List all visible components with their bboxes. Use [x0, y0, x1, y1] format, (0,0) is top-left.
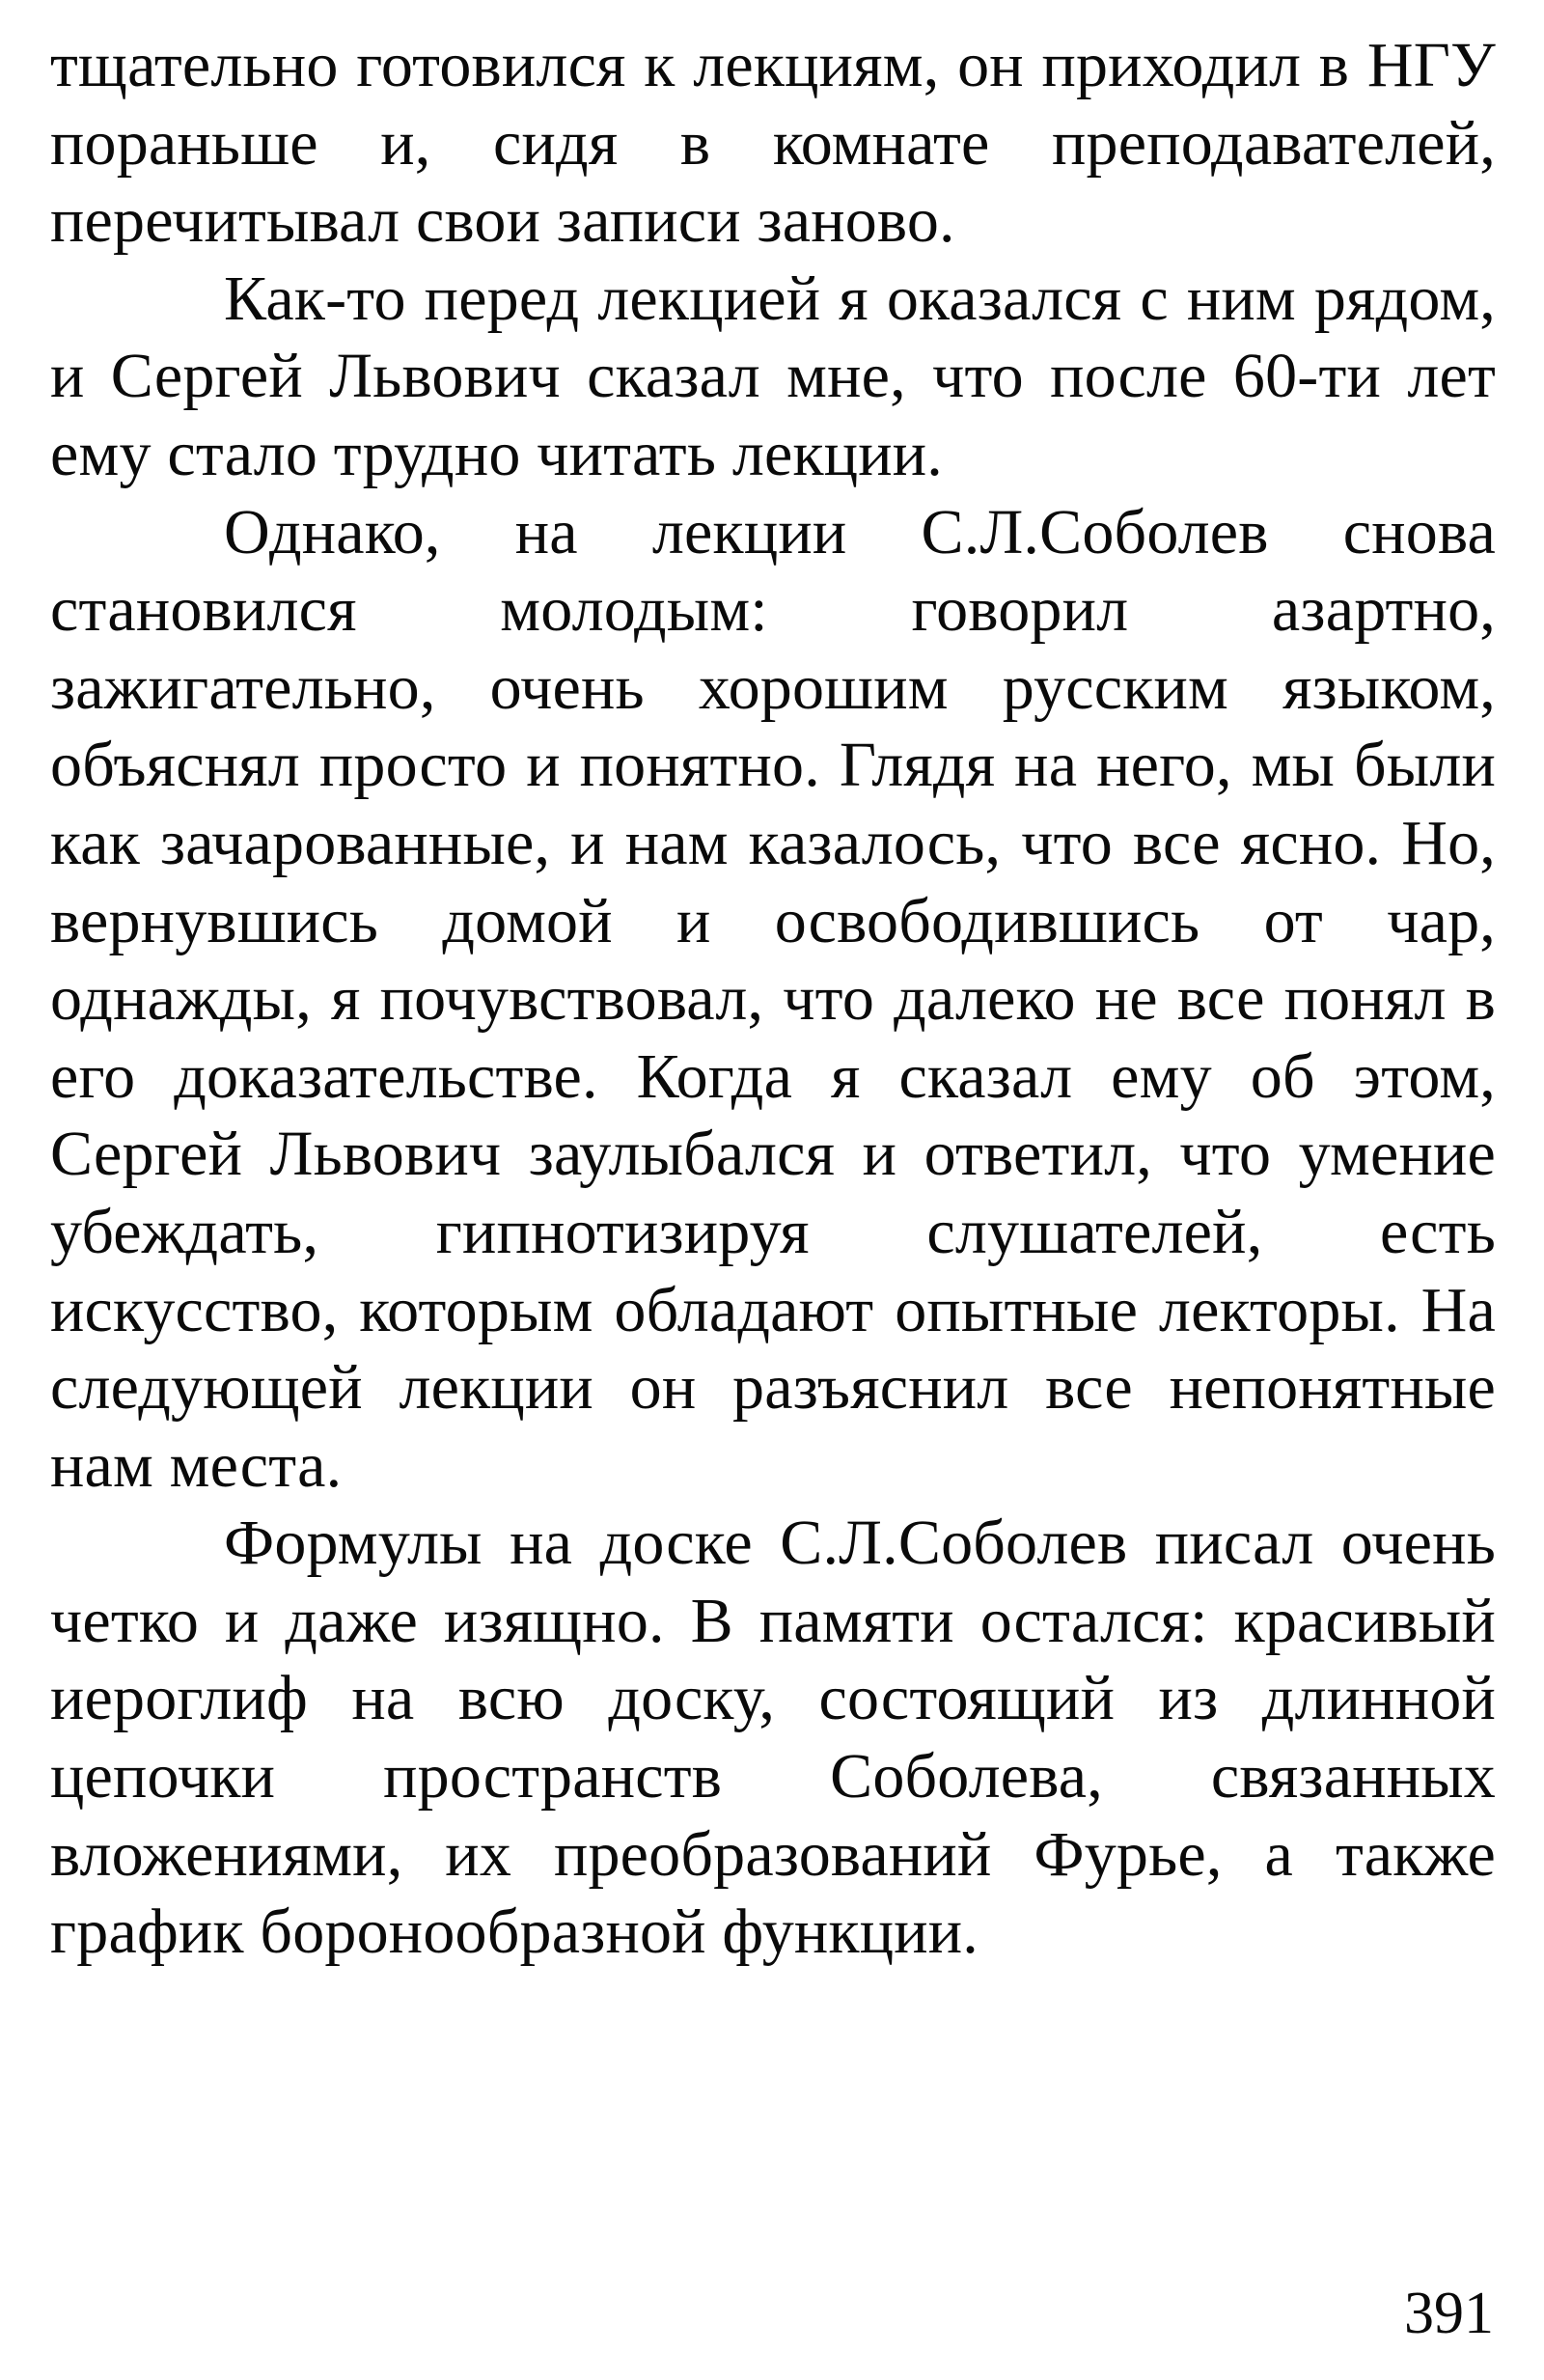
paragraph-formulas: Формулы на доске С.Л.Соболев писал очень четко и даже изящно. В памяти остался: красивый иероглиф на всю доску, состоящий из длинной цепочки пространств Соболева, связанных вложениями, их преобразований Фурье, а также график боронообразной функции.: [50, 1508, 1496, 1968]
paragraph-lecture-style: Однако, на лекции С.Л.Соболев снова становился молодым: говорил азартно, зажигательно, очень хорошим русским языком, объяснял просто и понятно. Глядя на него, мы были как зачарованные, и нам казалось, что все ясно. Но, вернувшись домой и освободившись от чар, однажды, я почувствовал, что далеко не все понял в его доказательстве. Когда я сказал ему об этом, Сергей Львович заулыбался и ответил, что умение убеждать, гипнотизируя слушателей, есть искусство, которым обладают опытные лекторы. На следующей лекции он разъяснил все непонятные нам места.: [50, 496, 1496, 1501]
paragraph-continued: тщательно готовился к лекциям, он приходил в НГУ пораньше и, сидя в комнате преподавателей, перечитывал свои записи заново.: [50, 30, 1496, 257]
page-number: 391: [1404, 2281, 1494, 2346]
page-text: [50, 27, 1496, 1972]
paragraph-lecture-remark: Как-то перед лекцией я оказался с ним рядом, и Сергей Львович сказал мне, что после 60-ти лет ему стало трудно читать лекции.: [50, 263, 1496, 489]
